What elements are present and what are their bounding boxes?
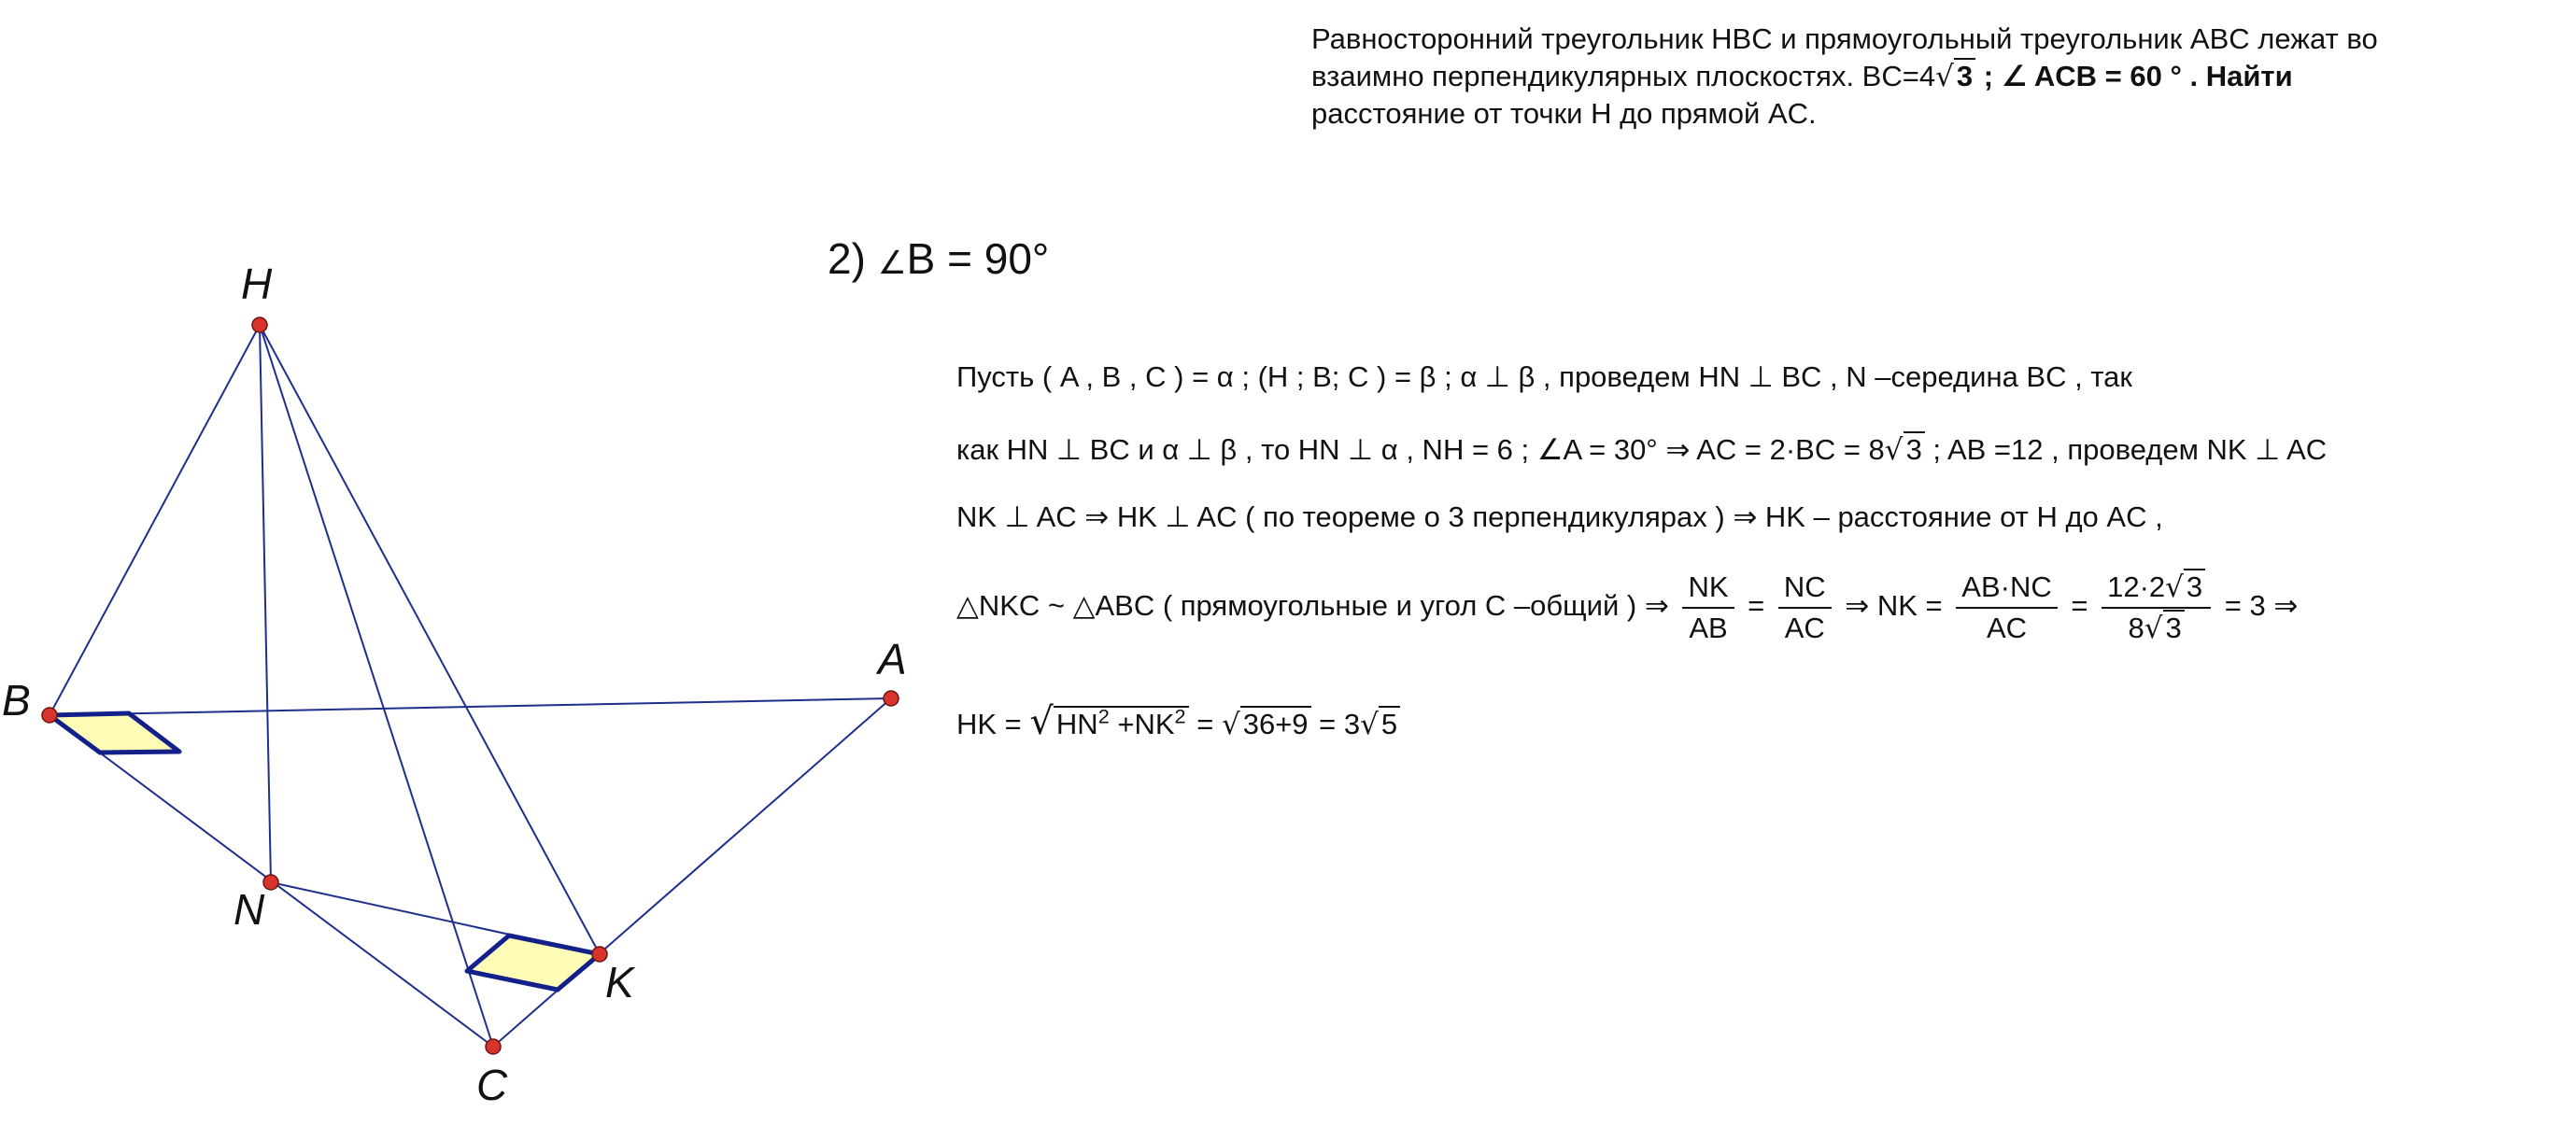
segment-BA [50,698,891,715]
numerator-sqrt: 3 [2184,569,2205,603]
solution-line-3: NK ⊥ AC ⇒ HK ⊥ AC ( по теореме о 3 перпендикулярах ) ⇒ HK – расстояние от H до AC , [956,500,2163,533]
equals-sign: = [1196,708,1214,740]
equals-sign: = [2071,589,2088,623]
sqrt-sign: √ [1935,60,1954,93]
label-N: N [234,885,265,934]
label-B: B [2,676,31,725]
fraction-numeric [2102,568,2211,648]
step-number: 2) [828,234,866,283]
sqrt-sign: √ [2165,570,2184,604]
problem-line-3: расстояние от точки H до прямой AC. [1311,97,1817,130]
sqrt-sign: √ [1360,708,1379,741]
sqrt-36-9: 36+9 [1240,706,1311,740]
problem-statement [1311,21,2544,133]
solution-line-2-a: как HN ⊥ BC и α ⊥ β , то HN ⊥ α , NH = 6 ; ∠A = 30° ⇒ AC = 2·BC = 8 [956,433,1885,466]
right-angle-marker-B [50,713,179,753]
point-H [252,317,267,332]
solution-line-4 [956,568,2298,648]
fraction-denominator: AB [1689,612,1728,644]
point-N [263,875,278,890]
point-C [486,1039,501,1054]
label-C: C [476,1061,508,1109]
right-angle-marker-K [467,936,600,990]
label-A: A [878,635,907,683]
solution-line-4-b: ⇒ NK = [1845,589,1943,623]
fraction-numerator [2102,568,2211,609]
sqrt-hn-nk [1054,706,1189,740]
fraction-numerator: NK [1682,568,1734,609]
segment-AC [493,698,891,1047]
result-prefix: = 3 [1319,708,1361,740]
sqrt-sign: √ [2144,612,2163,645]
problem-line-2-text: взаимно перпендикулярных плоскостях. BC=4 [1311,60,1936,92]
angle-symbol: ∠ [877,246,907,281]
exponent: 2 [1097,704,1110,728]
numerator-coefficient: 12·2 [2107,570,2166,603]
solution-line-5-a: HK = [956,708,1022,740]
step-title [828,233,1049,284]
segment-HB [50,325,260,715]
problem-line-2-rest: ; ∠ ACB = 60 ° . Найти [1975,60,2293,92]
solution-line-2 [956,433,2327,467]
sqrt-5: 5 [1379,706,1400,740]
problem-line-1: Равносторонний треугольник HBC и прямоугольный треугольник ABC лежат во [1311,22,2378,55]
exponent: 2 [1174,704,1186,728]
denominator-coefficient: 8 [2128,612,2144,644]
fraction-nc-ac [1778,568,1832,648]
sqrt-sign: √ [1029,700,1054,743]
fraction-denominator: AC [1784,612,1825,644]
sqrt-sign: √ [1221,708,1240,741]
point-B [42,708,57,723]
problem-line-2 [1311,58,2544,95]
segment-HN [260,325,271,882]
problem-sqrt-value: 3 [1954,58,1975,92]
fraction-numerator: NC [1778,568,1832,609]
point-A [884,691,899,706]
geometry-diagram [0,0,934,1140]
denominator-sqrt: 3 [2163,610,2185,644]
solution-line-2-b: ; AB =12 , проведем NK ⊥ AC [1924,433,2328,466]
sqrt-sign: √ [1884,433,1904,467]
solution-line-2-sqrt: 3 [1904,431,1925,466]
fraction-denominator [2102,609,2211,648]
solution-line-1: Пусть ( A , B , C ) = α ; (H ; B; C ) = β ; α ⊥ β , проведем HN ⊥ BC , N –середина BC , так [956,360,2132,393]
segment-HK [260,325,600,954]
step-claim: B = 90° [906,234,1050,283]
fraction-abnc-ac [1956,568,2057,648]
segment-HC [260,325,493,1047]
solution-line-4-c: = 3 ⇒ [2224,589,2299,623]
label-K: K [605,958,634,1006]
hn-term: HN [1055,708,1098,740]
solution-line-4-a: △NKC ~ △ABC ( прямоугольные и угол C –общий ) ⇒ [956,589,1669,623]
fraction-nk-ab [1682,568,1734,648]
label-H: H [241,260,273,308]
equals-sign: = [1748,589,1765,623]
fraction-denominator: AC [1986,612,2028,644]
solution-line-5 [956,700,1400,743]
fraction-numerator: AB·NC [1956,568,2057,609]
nk-term: +NK [1109,708,1175,740]
